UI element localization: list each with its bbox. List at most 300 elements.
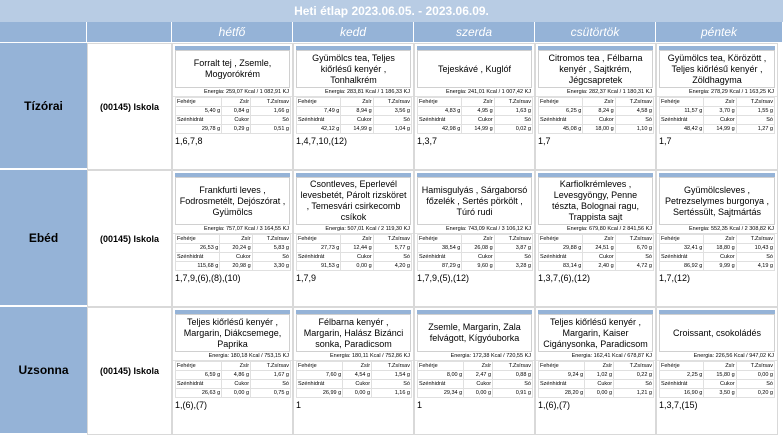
- salt-label: Só: [736, 380, 774, 389]
- fat-label: Zsír: [341, 98, 373, 107]
- nutrition-row: [176, 107, 291, 116]
- carb-label: Szénhidrát: [539, 253, 583, 262]
- nutrition-table: [659, 234, 775, 271]
- energy-value: Energia: 259,07 Kcal / 1 082,91 KJ: [173, 88, 292, 97]
- carb-label: Szénhidrát: [418, 380, 464, 389]
- saturated-fat-label: T.Zsírsav: [494, 235, 532, 244]
- day-header-monday: hétfő: [172, 22, 293, 42]
- nutrition-table: [175, 234, 291, 271]
- allergen-codes: 1,(6),(7): [175, 400, 208, 410]
- carb-value: 86,92 g: [660, 262, 704, 271]
- sugar-value: 20,98 g: [220, 262, 252, 271]
- menu-cell: [293, 43, 414, 170]
- protein-label: Fehérje: [297, 362, 343, 371]
- saturated-fat-value: 0,88 g: [493, 371, 533, 380]
- protein-value: 9,24 g: [539, 371, 585, 380]
- saturated-fat-label: T.Zsírsav: [615, 98, 653, 107]
- sugar-value: 0,00 g: [341, 262, 373, 271]
- nutrition-row: [176, 116, 291, 125]
- nutrition-row: [539, 107, 654, 116]
- nutrition-row: [418, 244, 533, 253]
- menu-cell: [535, 307, 656, 435]
- nutrition-row: [418, 125, 533, 134]
- carb-value: 16,90 g: [660, 389, 704, 398]
- nutrition-row: [297, 371, 412, 380]
- fat-value: 26,08 g: [462, 244, 494, 253]
- sugar-label: Cukor: [704, 253, 736, 262]
- day-header-thursday: csütörtök: [535, 22, 656, 42]
- school-label: (00145) Iskola: [87, 43, 172, 170]
- menu-text: Gyümölcs tea, Körözött , Teljes kiőrlésű kenyér , Zöldhagyma: [659, 50, 775, 88]
- menu-cell: [414, 170, 535, 307]
- saturated-fat-value: 1,67 g: [251, 371, 291, 380]
- allergen-codes: 1,7,(12): [659, 273, 691, 283]
- allergen-codes: 1,7,9,(6),(8),(10): [175, 273, 241, 283]
- sugar-label: Cukor: [704, 380, 736, 389]
- allergen-codes: 1: [417, 400, 423, 410]
- carb-label: Szénhidrát: [660, 116, 704, 125]
- menu-cell: [656, 307, 778, 435]
- nutrition-row: [418, 380, 533, 389]
- carb-value: 42,12 g: [297, 125, 341, 134]
- menu-cell: [172, 170, 293, 307]
- meal-label: Tízórai: [0, 43, 87, 170]
- nutrition-row: [660, 116, 775, 125]
- protein-label: Fehérje: [660, 235, 704, 244]
- sugar-value: 0,29 g: [222, 125, 251, 134]
- protein-label: Fehérje: [176, 235, 220, 244]
- saturated-fat-value: 3,87 g: [494, 244, 532, 253]
- saturated-fat-value: 3,56 g: [373, 107, 411, 116]
- menu-cell: [656, 43, 778, 170]
- allergen-codes: 1,(6),(7): [538, 400, 571, 410]
- fat-value: 4,95 g: [462, 107, 494, 116]
- day-header-friday: péntek: [656, 22, 783, 42]
- header-empty-1: [0, 22, 87, 42]
- salt-label: Só: [252, 253, 290, 262]
- meal-label: Ebéd: [0, 170, 87, 307]
- nutrition-row: [297, 389, 412, 398]
- sugar-value: 0,00 g: [464, 389, 493, 398]
- sugar-value: 2,40 g: [583, 262, 615, 271]
- salt-label: Só: [736, 253, 774, 262]
- sugar-value: 14,99 g: [462, 125, 494, 134]
- carb-value: 91,53 g: [297, 262, 341, 271]
- sugar-value: 18,00 g: [583, 125, 615, 134]
- sugar-value: 9,99 g: [704, 262, 736, 271]
- saturated-fat-label: T.Zsírsav: [373, 98, 411, 107]
- nutrition-row: [539, 389, 654, 398]
- sugar-label: Cukor: [220, 253, 252, 262]
- salt-value: 4,19 g: [736, 262, 774, 271]
- fat-value: 18,80 g: [704, 244, 736, 253]
- sugar-value: 14,99 g: [704, 125, 736, 134]
- fat-label: Zsír: [583, 235, 615, 244]
- nutrition-row: [176, 371, 291, 380]
- nutrition-row: [539, 244, 654, 253]
- day-header-row: [0, 22, 783, 42]
- fat-label: Zsír: [220, 235, 252, 244]
- carb-value: 28,20 g: [539, 389, 585, 398]
- nutrition-row: [660, 389, 775, 398]
- sugar-value: 0,00 g: [222, 389, 251, 398]
- energy-value: Energia: 283,81 Kcal / 1 186,33 KJ: [294, 88, 413, 97]
- carb-label: Szénhidrát: [297, 253, 341, 262]
- protein-label: Fehérje: [176, 98, 222, 107]
- salt-value: 0,91 g: [493, 389, 533, 398]
- meal-label: Uzsonna: [0, 307, 87, 435]
- salt-value: 1,21 g: [614, 389, 654, 398]
- nutrition-row: [176, 253, 291, 262]
- protein-label: Fehérje: [176, 362, 222, 371]
- nutrition-row: [539, 253, 654, 262]
- nutrition-row: [418, 235, 533, 244]
- fat-label: Zsír: [343, 362, 372, 371]
- nutrition-table: [538, 234, 654, 271]
- menu-text: Frankfurti leves , Fodrosmetélt, Dejószórat , Gyümölcs: [175, 177, 290, 225]
- carb-label: Szénhidrát: [660, 380, 704, 389]
- nutrition-row: [660, 262, 775, 271]
- protein-value: 6,25 g: [539, 107, 583, 116]
- sugar-label: Cukor: [341, 253, 373, 262]
- nutrition-row: [418, 116, 533, 125]
- protein-value: 6,59 g: [176, 371, 222, 380]
- carb-value: 48,42 g: [660, 125, 704, 134]
- carb-label: Szénhidrát: [297, 380, 343, 389]
- protein-value: 26,53 g: [176, 244, 220, 253]
- allergen-codes: 1,4,7,10,(12): [296, 136, 348, 146]
- sugar-label: Cukor: [583, 116, 615, 125]
- saturated-fat-value: 0,22 g: [614, 371, 654, 380]
- sugar-label: Cukor: [222, 380, 251, 389]
- allergen-codes: 1,7,9: [296, 273, 317, 283]
- menu-text: Hamisgulyás , Sárgaborsó főzelék , Sertés pörkölt , Túró rudi: [417, 177, 532, 225]
- nutrition-row: [539, 371, 654, 380]
- saturated-fat-label: T.Zsírsav: [373, 235, 411, 244]
- carb-label: Szénhidrát: [418, 116, 462, 125]
- allergen-codes: 1,3,7: [417, 136, 438, 146]
- protein-label: Fehérje: [660, 98, 704, 107]
- fat-label: Zsír: [222, 362, 251, 371]
- energy-value: Energia: 226,56 Kcal / 947,02 KJ: [657, 352, 777, 361]
- saturated-fat-value: 5,83 g: [252, 244, 290, 253]
- saturated-fat-value: 1,63 g: [494, 107, 532, 116]
- nutrition-table: [659, 361, 775, 398]
- salt-label: Só: [251, 116, 291, 125]
- carb-value: 45,08 g: [539, 125, 583, 134]
- saturated-fat-label: T.Zsírsav: [494, 98, 532, 107]
- nutrition-table: [659, 97, 775, 134]
- energy-value: Energia: 552,35 Kcal / 2 308,82 KJ: [657, 225, 777, 234]
- menu-cell: [172, 43, 293, 170]
- salt-label: Só: [736, 116, 774, 125]
- energy-value: Energia: 507,01 Kcal / 2 119,30 KJ: [294, 225, 413, 234]
- nutrition-row: [418, 389, 533, 398]
- nutrition-row: [297, 125, 412, 134]
- salt-label: Só: [494, 116, 532, 125]
- nutrition-row: [418, 262, 533, 271]
- saturated-fat-label: T.Zsírsav: [614, 362, 654, 371]
- nutrition-row: [660, 125, 775, 134]
- salt-value: 4,72 g: [615, 262, 653, 271]
- carb-value: 115,68 g: [176, 262, 220, 271]
- fat-value: 8,24 g: [583, 107, 615, 116]
- protein-label: Fehérje: [539, 235, 583, 244]
- saturated-fat-label: T.Zsírsav: [252, 235, 290, 244]
- carb-label: Szénhidrát: [176, 380, 222, 389]
- menu-cell: [535, 170, 656, 307]
- menu-text: Csontleves, Eperlevél levesbetét, Párolt rizsköret , Temesvári csirkecomb csíkok: [296, 177, 411, 225]
- protein-value: 11,57 g: [660, 107, 704, 116]
- saturated-fat-label: T.Zsírsav: [493, 362, 533, 371]
- nutrition-row: [539, 125, 654, 134]
- saturated-fat-label: T.Zsírsav: [251, 362, 291, 371]
- nutrition-row: [297, 235, 412, 244]
- carb-label: Szénhidrát: [297, 116, 341, 125]
- saturated-fat-label: T.Zsírsav: [736, 98, 774, 107]
- nutrition-row: [176, 380, 291, 389]
- carb-value: 29,34 g: [418, 389, 464, 398]
- fat-label: Zsír: [583, 98, 615, 107]
- nutrition-row: [297, 244, 412, 253]
- fat-label: Zsír: [585, 362, 614, 371]
- menu-text: Zsemle, Margarin, Zala felvágott, Kígyóuborka: [417, 314, 532, 352]
- carb-value: 26,63 g: [176, 389, 222, 398]
- menu-cell: [414, 43, 535, 170]
- nutrition-row: [176, 389, 291, 398]
- salt-value: 1,27 g: [736, 125, 774, 134]
- nutrition-table: [175, 97, 291, 134]
- sugar-label: Cukor: [583, 253, 615, 262]
- protein-label: Fehérje: [539, 362, 585, 371]
- fat-label: Zsír: [462, 98, 494, 107]
- protein-value: 8,00 g: [418, 371, 464, 380]
- sugar-value: 14,99 g: [341, 125, 373, 134]
- energy-value: Energia: 679,80 Kcal / 2 841,56 KJ: [536, 225, 655, 234]
- nutrition-row: [176, 262, 291, 271]
- menu-text: Croissant, csokoládés: [659, 314, 775, 352]
- fat-value: 3,70 g: [704, 107, 736, 116]
- protein-value: 29,88 g: [539, 244, 583, 253]
- nutrition-table: [175, 361, 291, 398]
- sugar-label: Cukor: [704, 116, 736, 125]
- school-label: (00145) Iskola: [87, 170, 172, 307]
- carb-value: 26,99 g: [297, 389, 343, 398]
- salt-value: 1,04 g: [373, 125, 411, 134]
- protein-value: 2,25 g: [660, 371, 704, 380]
- menu-cell: [656, 170, 778, 307]
- salt-label: Só: [615, 253, 653, 262]
- energy-value: Energia: 282,37 Kcal / 1 180,31 KJ: [536, 88, 655, 97]
- carb-label: Szénhidrát: [539, 116, 583, 125]
- protein-label: Fehérje: [418, 362, 464, 371]
- salt-value: 3,30 g: [252, 262, 290, 271]
- menu-text: Teljes kiőrlésű kenyér , Margarin, Kaiser Cigánysonka, Paradicsom: [538, 314, 653, 352]
- salt-value: 4,20 g: [373, 262, 411, 271]
- carb-value: 87,29 g: [418, 262, 462, 271]
- page-title: Heti étlap 2023.06.05. - 2023.06.09.: [0, 0, 783, 22]
- nutrition-row: [418, 253, 533, 262]
- fat-value: 15,80 g: [704, 371, 736, 380]
- nutrition-row: [539, 362, 654, 371]
- nutrition-row: [418, 107, 533, 116]
- salt-value: 0,20 g: [736, 389, 774, 398]
- nutrition-table: [296, 361, 412, 398]
- saturated-fat-value: 6,70 g: [615, 244, 653, 253]
- energy-value: Energia: 162,41 Kcal / 678,87 KJ: [536, 352, 655, 361]
- nutrition-row: [539, 380, 654, 389]
- salt-value: 0,02 g: [494, 125, 532, 134]
- menu-text: Karfiolkrémleves , Levesgyöngy, Penne tészta, Bolognai ragu, Trappista sajt: [538, 177, 653, 225]
- allergen-codes: 1,7: [659, 136, 672, 146]
- saturated-fat-value: 1,54 g: [372, 371, 412, 380]
- saturated-fat-label: T.Zsírsav: [615, 235, 653, 244]
- nutrition-table: [296, 97, 412, 134]
- sugar-label: Cukor: [222, 116, 251, 125]
- sugar-value: 9,60 g: [462, 262, 494, 271]
- allergen-codes: 1,3,7,(6),(12): [538, 273, 591, 283]
- nutrition-row: [297, 107, 412, 116]
- nutrition-row: [660, 244, 775, 253]
- salt-label: Só: [372, 380, 412, 389]
- nutrition-row: [660, 107, 775, 116]
- salt-value: 0,51 g: [251, 125, 291, 134]
- sugar-label: Cukor: [462, 253, 494, 262]
- saturated-fat-value: 4,58 g: [615, 107, 653, 116]
- day-header-tuesday: kedd: [293, 22, 414, 42]
- protein-label: Fehérje: [660, 362, 704, 371]
- menu-text: Tejeskávé , Kuglóf: [417, 50, 532, 88]
- saturated-fat-label: T.Zsírsav: [372, 362, 412, 371]
- energy-value: Energia: 180,11 Kcal / 752,86 KJ: [294, 352, 413, 361]
- fat-label: Zsír: [222, 98, 251, 107]
- nutrition-row: [660, 235, 775, 244]
- energy-value: Energia: 241,01 Kcal / 1 007,42 KJ: [415, 88, 534, 97]
- saturated-fat-value: 0,00 g: [736, 371, 774, 380]
- salt-label: Só: [615, 116, 653, 125]
- protein-value: 32,41 g: [660, 244, 704, 253]
- saturated-fat-label: T.Zsírsav: [251, 98, 291, 107]
- menu-cell: [293, 307, 414, 435]
- nutrition-row: [660, 253, 775, 262]
- salt-label: Só: [373, 253, 411, 262]
- fat-value: 8,94 g: [341, 107, 373, 116]
- menu-text: Citromos tea , Félbarna kenyér , Sajtkrém, Jégcsapretek: [538, 50, 653, 88]
- nutrition-row: [660, 362, 775, 371]
- protein-value: 7,49 g: [297, 107, 341, 116]
- fat-label: Zsír: [704, 235, 736, 244]
- nutrition-row: [176, 125, 291, 134]
- allergen-codes: 1,3,7,(15): [659, 400, 698, 410]
- salt-value: 1,16 g: [372, 389, 412, 398]
- nutrition-row: [297, 380, 412, 389]
- menu-text: Gyümölcsleves , Petrezselymes burgonya , Sertéssült, Sajtmártás: [659, 177, 775, 225]
- allergen-codes: 1,7,9,(5),(12): [417, 273, 470, 283]
- day-header-wednesday: szerda: [414, 22, 535, 42]
- fat-label: Zsír: [462, 235, 494, 244]
- fat-value: 12,44 g: [341, 244, 373, 253]
- salt-value: 3,28 g: [494, 262, 532, 271]
- fat-value: 0,84 g: [222, 107, 251, 116]
- sugar-label: Cukor: [462, 116, 494, 125]
- nutrition-table: [296, 234, 412, 271]
- nutrition-table: [417, 234, 533, 271]
- salt-value: 1,10 g: [615, 125, 653, 134]
- nutrition-row: [176, 362, 291, 371]
- salt-label: Só: [494, 253, 532, 262]
- fat-value: 24,51 g: [583, 244, 615, 253]
- nutrition-row: [176, 244, 291, 253]
- menu-cell: [414, 307, 535, 435]
- salt-value: 0,75 g: [251, 389, 291, 398]
- salt-label: Só: [251, 380, 291, 389]
- energy-value: Energia: 278,29 Kcal / 1 163,25 KJ: [657, 88, 777, 97]
- protein-label: Fehérje: [418, 235, 462, 244]
- nutrition-table: [538, 97, 654, 134]
- fat-value: 2,47 g: [464, 371, 493, 380]
- sugar-value: 3,50 g: [704, 389, 736, 398]
- nutrition-table: [538, 361, 654, 398]
- allergen-codes: 1,6,7,8: [175, 136, 203, 146]
- saturated-fat-value: 1,55 g: [736, 107, 774, 116]
- nutrition-row: [539, 98, 654, 107]
- salt-label: Só: [614, 380, 654, 389]
- nutrition-table: [417, 361, 533, 398]
- fat-value: 4,86 g: [222, 371, 251, 380]
- sugar-label: Cukor: [343, 380, 372, 389]
- carb-value: 83,14 g: [539, 262, 583, 271]
- protein-label: Fehérje: [297, 98, 341, 107]
- sugar-value: 0,00 g: [343, 389, 372, 398]
- nutrition-table: [417, 97, 533, 134]
- protein-label: Fehérje: [297, 235, 341, 244]
- energy-value: Energia: 180,18 Kcal / 753,15 KJ: [173, 352, 292, 361]
- protein-value: 27,73 g: [297, 244, 341, 253]
- sugar-value: 0,00 g: [585, 389, 614, 398]
- carb-value: 42,98 g: [418, 125, 462, 134]
- fat-value: 1,02 g: [585, 371, 614, 380]
- nutrition-row: [176, 98, 291, 107]
- nutrition-row: [297, 116, 412, 125]
- fat-label: Zsír: [704, 98, 736, 107]
- saturated-fat-label: T.Zsírsav: [736, 362, 774, 371]
- saturated-fat-value: 1,66 g: [251, 107, 291, 116]
- menu-cell: [535, 43, 656, 170]
- carb-label: Szénhidrát: [176, 116, 222, 125]
- nutrition-row: [418, 371, 533, 380]
- nutrition-row: [297, 253, 412, 262]
- nutrition-row: [297, 362, 412, 371]
- carb-label: Szénhidrát: [176, 253, 220, 262]
- nutrition-row: [660, 371, 775, 380]
- salt-label: Só: [493, 380, 533, 389]
- nutrition-row: [297, 98, 412, 107]
- protein-value: 4,83 g: [418, 107, 462, 116]
- carb-label: Szénhidrát: [660, 253, 704, 262]
- nutrition-row: [297, 262, 412, 271]
- energy-value: Energia: 743,09 Kcal / 3 106,12 KJ: [415, 225, 534, 234]
- protein-label: Fehérje: [539, 98, 583, 107]
- protein-value: 38,54 g: [418, 244, 462, 253]
- menu-cell: [172, 307, 293, 435]
- menu-text: Gyümölcs tea, Teljes kiőrlésű kenyér , Tonhalkrém: [296, 50, 411, 88]
- nutrition-row: [539, 116, 654, 125]
- nutrition-row: [539, 235, 654, 244]
- protein-label: Fehérje: [418, 98, 462, 107]
- allergen-codes: 1,7: [538, 136, 551, 146]
- protein-value: 5,40 g: [176, 107, 222, 116]
- protein-value: 7,60 g: [297, 371, 343, 380]
